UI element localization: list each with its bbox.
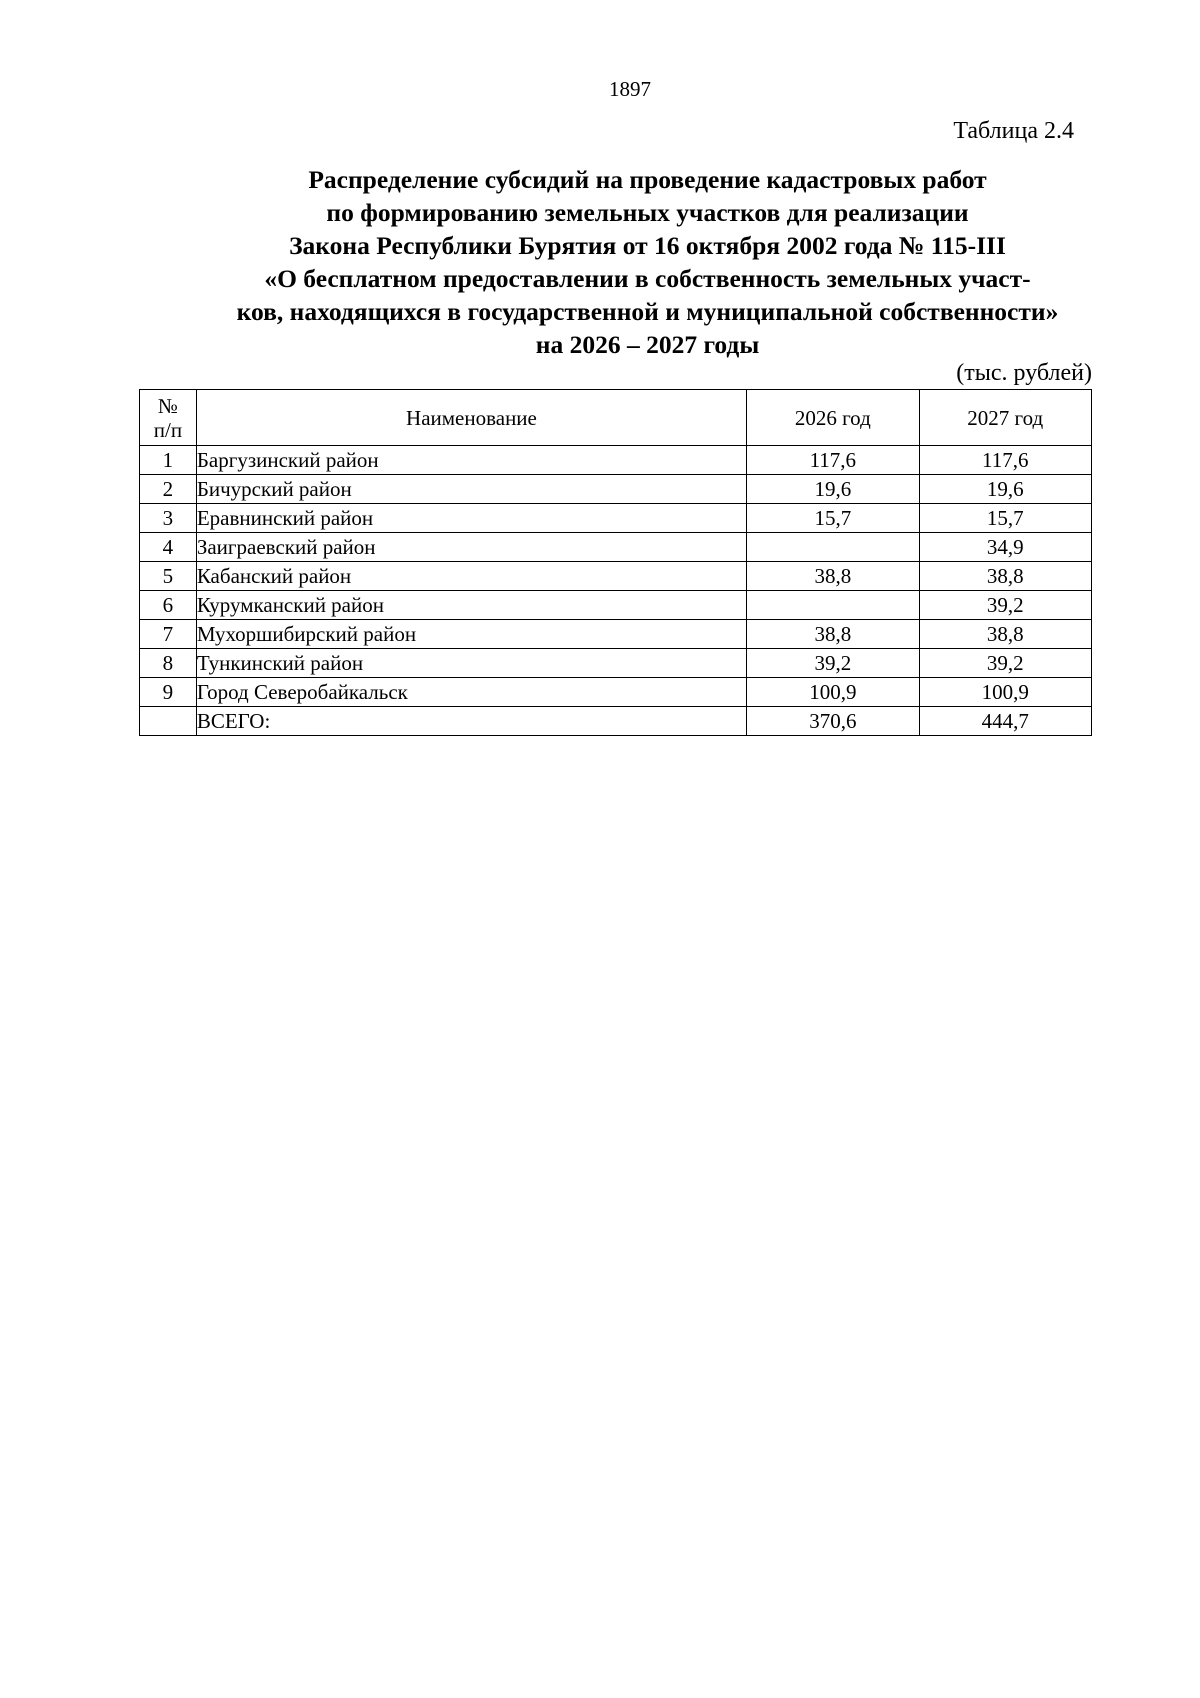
cell-number: 3 bbox=[140, 504, 197, 533]
title-line: Закона Республики Бурятия от 16 октября 2002 года № 115-III bbox=[289, 231, 1006, 260]
table-label: Таблица 2.4 bbox=[953, 118, 1074, 144]
cell-2027: 117,6 bbox=[919, 446, 1091, 475]
header-2026: 2026 год bbox=[747, 390, 919, 446]
table-row bbox=[140, 533, 1092, 562]
cell-2026: 19,6 bbox=[747, 475, 919, 504]
cell-2027: 100,9 bbox=[919, 678, 1091, 707]
cell-name: Бичурский район bbox=[196, 475, 746, 504]
cell-2026 bbox=[747, 591, 919, 620]
cell-2027: 38,8 bbox=[919, 620, 1091, 649]
cell-2026: 38,8 bbox=[747, 562, 919, 591]
table-row bbox=[140, 446, 1092, 475]
header-2027: 2027 год bbox=[919, 390, 1091, 446]
cell-name: Еравнинский район bbox=[196, 504, 746, 533]
cell-name: Кабанский район bbox=[196, 562, 746, 591]
header-number-line2: п/п bbox=[153, 417, 183, 442]
cell-2027: 15,7 bbox=[919, 504, 1091, 533]
cell-total-2026: 370,6 bbox=[747, 707, 919, 736]
table-total-row bbox=[140, 707, 1092, 736]
cell-2027: 34,9 bbox=[919, 533, 1091, 562]
cell-number: 6 bbox=[140, 591, 197, 620]
cell-2026: 15,7 bbox=[747, 504, 919, 533]
table-row bbox=[140, 562, 1092, 591]
table-header-row bbox=[140, 390, 1092, 446]
subsidy-table bbox=[139, 389, 1092, 736]
cell-number: 9 bbox=[140, 678, 197, 707]
cell-total-2027: 444,7 bbox=[919, 707, 1091, 736]
cell-number bbox=[140, 707, 197, 736]
header-number-line1: № bbox=[157, 393, 178, 418]
table-row bbox=[140, 475, 1092, 504]
document-title bbox=[140, 163, 1155, 361]
title-line: «О бесплатном предоставлении в собственность земельных участ- bbox=[264, 264, 1031, 293]
table-row bbox=[140, 504, 1092, 533]
cell-name: Заиграевский район bbox=[196, 533, 746, 562]
header-name: Наименование bbox=[196, 390, 746, 446]
cell-name: Тункинский район bbox=[196, 649, 746, 678]
cell-number: 2 bbox=[140, 475, 197, 504]
cell-total-label: ВСЕГО: bbox=[196, 707, 746, 736]
cell-2027: 19,6 bbox=[919, 475, 1091, 504]
cell-2026: 117,6 bbox=[747, 446, 919, 475]
cell-name: Баргузинский район bbox=[196, 446, 746, 475]
table-row bbox=[140, 649, 1092, 678]
cell-name: Город Северобайкальск bbox=[196, 678, 746, 707]
cell-2026 bbox=[747, 533, 919, 562]
cell-2027: 38,8 bbox=[919, 562, 1091, 591]
table-row bbox=[140, 620, 1092, 649]
cell-number: 7 bbox=[140, 620, 197, 649]
units-label: (тыс. рублей) bbox=[956, 360, 1092, 386]
page-number: 1897 bbox=[609, 77, 651, 101]
table-row bbox=[140, 678, 1092, 707]
cell-number: 8 bbox=[140, 649, 197, 678]
cell-number: 1 bbox=[140, 446, 197, 475]
title-line: на 2026 – 2027 годы bbox=[535, 330, 760, 359]
cell-number: 5 bbox=[140, 562, 197, 591]
cell-name: Мухоршибирский район bbox=[196, 620, 746, 649]
header-number bbox=[140, 390, 197, 446]
cell-2026: 38,8 bbox=[747, 620, 919, 649]
cell-2027: 39,2 bbox=[919, 591, 1091, 620]
table-row bbox=[140, 591, 1092, 620]
cell-number: 4 bbox=[140, 533, 197, 562]
cell-name: Курумканский район bbox=[196, 591, 746, 620]
title-line: ков, находящихся в государственной и муниципальной собственности» bbox=[236, 297, 1059, 326]
title-line: Распределение субсидий на проведение кадастровых работ bbox=[308, 165, 987, 194]
cell-2027: 39,2 bbox=[919, 649, 1091, 678]
cell-2026: 39,2 bbox=[747, 649, 919, 678]
title-line: по формированию земельных участков для реализации bbox=[326, 198, 969, 227]
cell-2026: 100,9 bbox=[747, 678, 919, 707]
